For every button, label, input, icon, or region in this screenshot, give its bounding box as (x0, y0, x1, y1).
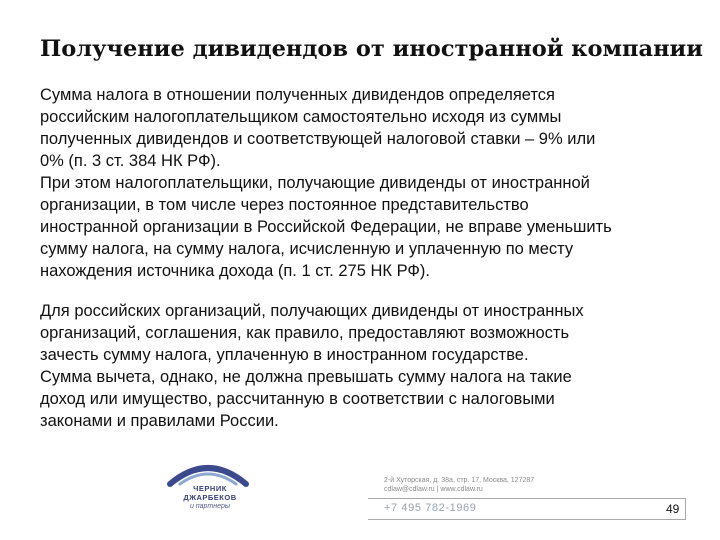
paragraph-line: нахождения источника дохода (п. 1 ст. 275 НК РФ). (40, 262, 431, 280)
paragraph-line: сумму налога, на сумму налога, исчисленную и уплаченную по месту (40, 240, 574, 258)
logo-line-1: ЧЕРНИК (193, 484, 227, 493)
paragraph-line: При этом налогоплательщики, получающие дивиденды от иностранной (40, 174, 590, 192)
web-text: cdlaw@cdlaw.ru | www.cdlaw.ru (384, 486, 483, 493)
paragraph-line: полученных дивидендов и соответствующей налоговой ставки – 9% или (40, 130, 596, 148)
page-number: 49 (666, 502, 680, 516)
paragraph-line: законами и правилами России. (40, 412, 279, 430)
logo-wordmark (170, 484, 250, 511)
paragraph-line: Сумма вычета, однако, не должна превышать сумму налога на такие (40, 368, 572, 386)
paragraph-line: Для российских организаций, получающих дивиденды от иностранных (40, 302, 584, 320)
slide-title: Получение дивидендов от иностранной компании (40, 36, 703, 62)
address-text: 2-й Хуторская, д. 38а, стр. 17, Москва, 127287 (384, 477, 535, 484)
paragraph-line: иностранной организации в Российской Федерации, не вправе уменьшить (40, 218, 612, 236)
phone-number: +7 495 782-1969 (384, 502, 477, 514)
paragraph-line: российским налогоплательщиком самостоятельно исходя из суммы (40, 108, 562, 126)
company-logo (160, 458, 256, 518)
paragraph-line: зачесть сумму налога, уплаченную в иностранном государстве. (40, 346, 529, 364)
paragraph-line: организаций, соглашения, как правило, предоставляют возможность (40, 324, 570, 342)
paragraph-line: 0% (п. 3 ст. 384 НК РФ). (40, 152, 221, 170)
page-number-frame (368, 498, 686, 520)
paragraph-gap (40, 282, 690, 300)
paragraph-line: организации, в том числе через постоянное представительство (40, 196, 529, 214)
paragraph-line: доход или имущество, рассчитанную в соответствии с налоговыми (40, 390, 555, 408)
slide-body (40, 84, 690, 432)
logo-line-3: и партнеры (189, 503, 231, 510)
logo-line-2: ДЖАРБЕКОВ (183, 493, 237, 502)
paragraph-line: Сумма налога в отношении полученных дивидендов определяется (40, 86, 555, 104)
